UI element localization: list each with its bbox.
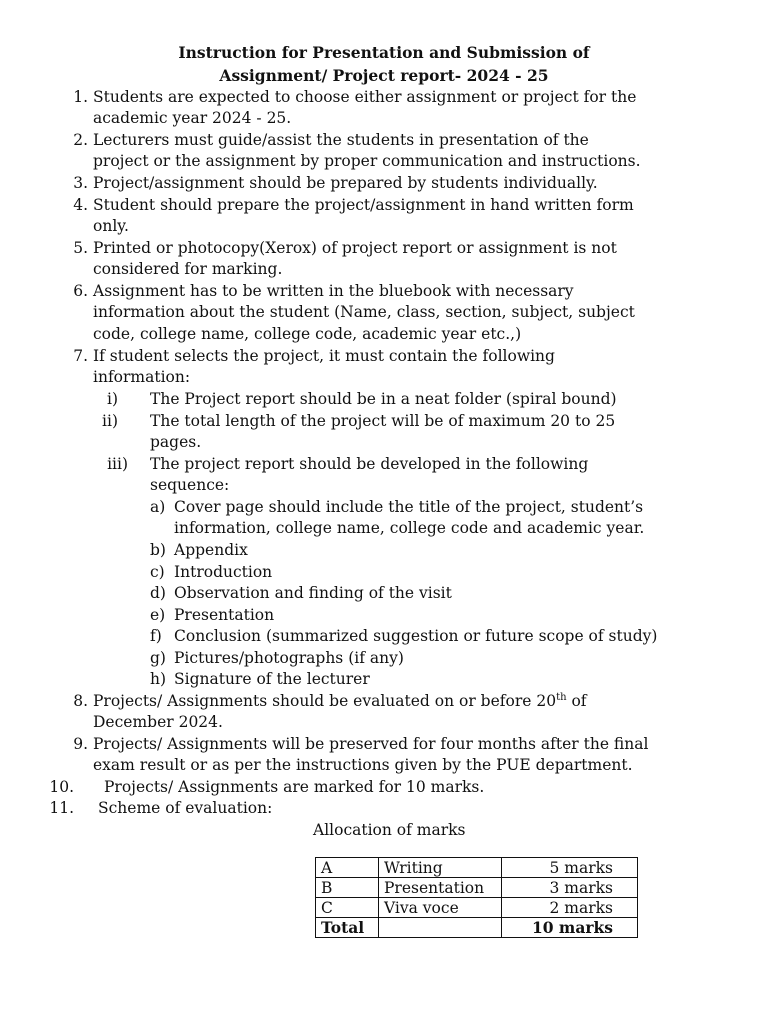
sequence-text: Observation and finding of the visit: [174, 584, 452, 602]
sequence-text: information, college name, college code and academic year.: [174, 519, 645, 537]
item-number: 3.: [73, 174, 88, 192]
sequence-letter: e): [150, 606, 166, 624]
sequence-letter: f): [150, 627, 162, 645]
sequence-text: Cover page should include the title of the project, student’s: [174, 498, 644, 516]
sequence-letter: g): [150, 649, 166, 667]
table-cell-component: Presentation: [379, 878, 502, 898]
sub-item-text: The total length of the project will be of maximum 20 to 25: [150, 412, 616, 430]
item-number: 11.: [49, 799, 74, 817]
item-text: only.: [93, 217, 129, 235]
sequence-letter: b): [150, 541, 166, 559]
table-total-row: [316, 918, 638, 938]
item-text: Lecturers must guide/assist the students in presentation of the: [93, 131, 589, 149]
table-cell-marks: 2 marks: [502, 898, 638, 918]
item-text: Scheme of evaluation:: [98, 799, 273, 817]
sequence-text: Presentation: [174, 606, 275, 624]
item-number: 2.: [73, 131, 88, 149]
item-text: project or the assignment by proper communication and instructions.: [93, 152, 641, 170]
item-text: Students are expected to choose either assignment or project for the: [93, 88, 637, 106]
document-title-line-2: Assignment/ Project report- 2024 - 25: [219, 66, 549, 85]
table-total-label: Total: [316, 918, 379, 938]
item-text: Printed or photocopy(Xerox) of project report or assignment is not: [93, 239, 617, 257]
item-text: code, college name, college code, academic year etc.,): [93, 325, 522, 343]
item-number: 9.: [73, 735, 88, 753]
item-text: December 2024.: [93, 713, 223, 731]
table-cell-code: A: [316, 858, 379, 878]
table-cell-component: Writing: [379, 858, 502, 878]
table-cell-marks: 3 marks: [502, 878, 638, 898]
item-text: Student should prepare the project/assignment in hand written form: [93, 196, 634, 214]
table-cell-code: B: [316, 878, 379, 898]
sequence-letter: d): [150, 584, 166, 602]
document-title-line-1: Instruction for Presentation and Submission of: [178, 43, 590, 62]
ordinal-suffix: th: [556, 691, 567, 703]
item-number: 6.: [73, 282, 88, 300]
marks-caption: Allocation of marks: [313, 821, 466, 839]
table-row: [316, 878, 638, 898]
table-total-component: [379, 918, 502, 938]
item-number: 8.: [73, 692, 88, 710]
table-total-marks: 10 marks: [502, 918, 638, 938]
item-8-text: Projects/ Assignments should be evaluated on or before 20: [93, 692, 557, 710]
item-text: considered for marking.: [93, 260, 283, 278]
table-cell-code: C: [316, 898, 379, 918]
sequence-text: Appendix: [174, 541, 248, 559]
item-text: Projects/ Assignments will be preserved for four months after the final: [93, 735, 649, 753]
item-number: 7.: [73, 347, 88, 365]
sub-item-number: iii): [107, 455, 128, 473]
sub-item-text: The Project report should be in a neat folder (spiral bound): [150, 390, 617, 408]
table-row: [316, 898, 638, 918]
sequence-text: Signature of the lecturer: [174, 670, 370, 688]
sub-item-text: pages.: [150, 433, 202, 451]
sequence-letter: c): [150, 563, 165, 581]
sequence-letter: h): [150, 670, 167, 688]
item-8-text-end: of: [566, 692, 587, 710]
item-number: 5.: [73, 239, 88, 257]
item-text: Assignment has to be written in the bluebook with necessary: [93, 282, 574, 300]
marks-table: [315, 857, 638, 938]
item-text: information:: [93, 368, 191, 386]
table-row: [316, 858, 638, 878]
sequence-text: Conclusion (summarized suggestion or future scope of study): [174, 627, 658, 645]
item-text: exam result or as per the instructions given by the PUE department.: [93, 756, 633, 774]
item-text: [93, 691, 587, 712]
item-text: Projects/ Assignments are marked for 10 marks.: [104, 778, 485, 796]
item-text: If student selects the project, it must contain the following: [93, 347, 555, 365]
sub-item-text: sequence:: [150, 476, 230, 494]
item-text: Project/assignment should be prepared by students individually.: [93, 174, 598, 192]
sub-item-number: i): [106, 390, 118, 408]
sequence-letter: a): [150, 498, 166, 516]
sequence-text: Pictures/photographs (if any): [174, 649, 404, 667]
item-text: academic year 2024 - 25.: [93, 109, 292, 127]
item-number: 10.: [49, 778, 74, 796]
table-cell-component: Viva voce: [379, 898, 502, 918]
item-text: information about the student (Name, class, section, subject, subject: [93, 303, 635, 321]
item-number: 4.: [73, 196, 88, 214]
table-cell-marks: 5 marks: [502, 858, 638, 878]
item-number: 1.: [73, 88, 88, 106]
sequence-text: Introduction: [174, 563, 273, 581]
sub-item-number: ii): [102, 412, 118, 430]
sub-item-text: The project report should be developed in the following: [150, 455, 589, 473]
